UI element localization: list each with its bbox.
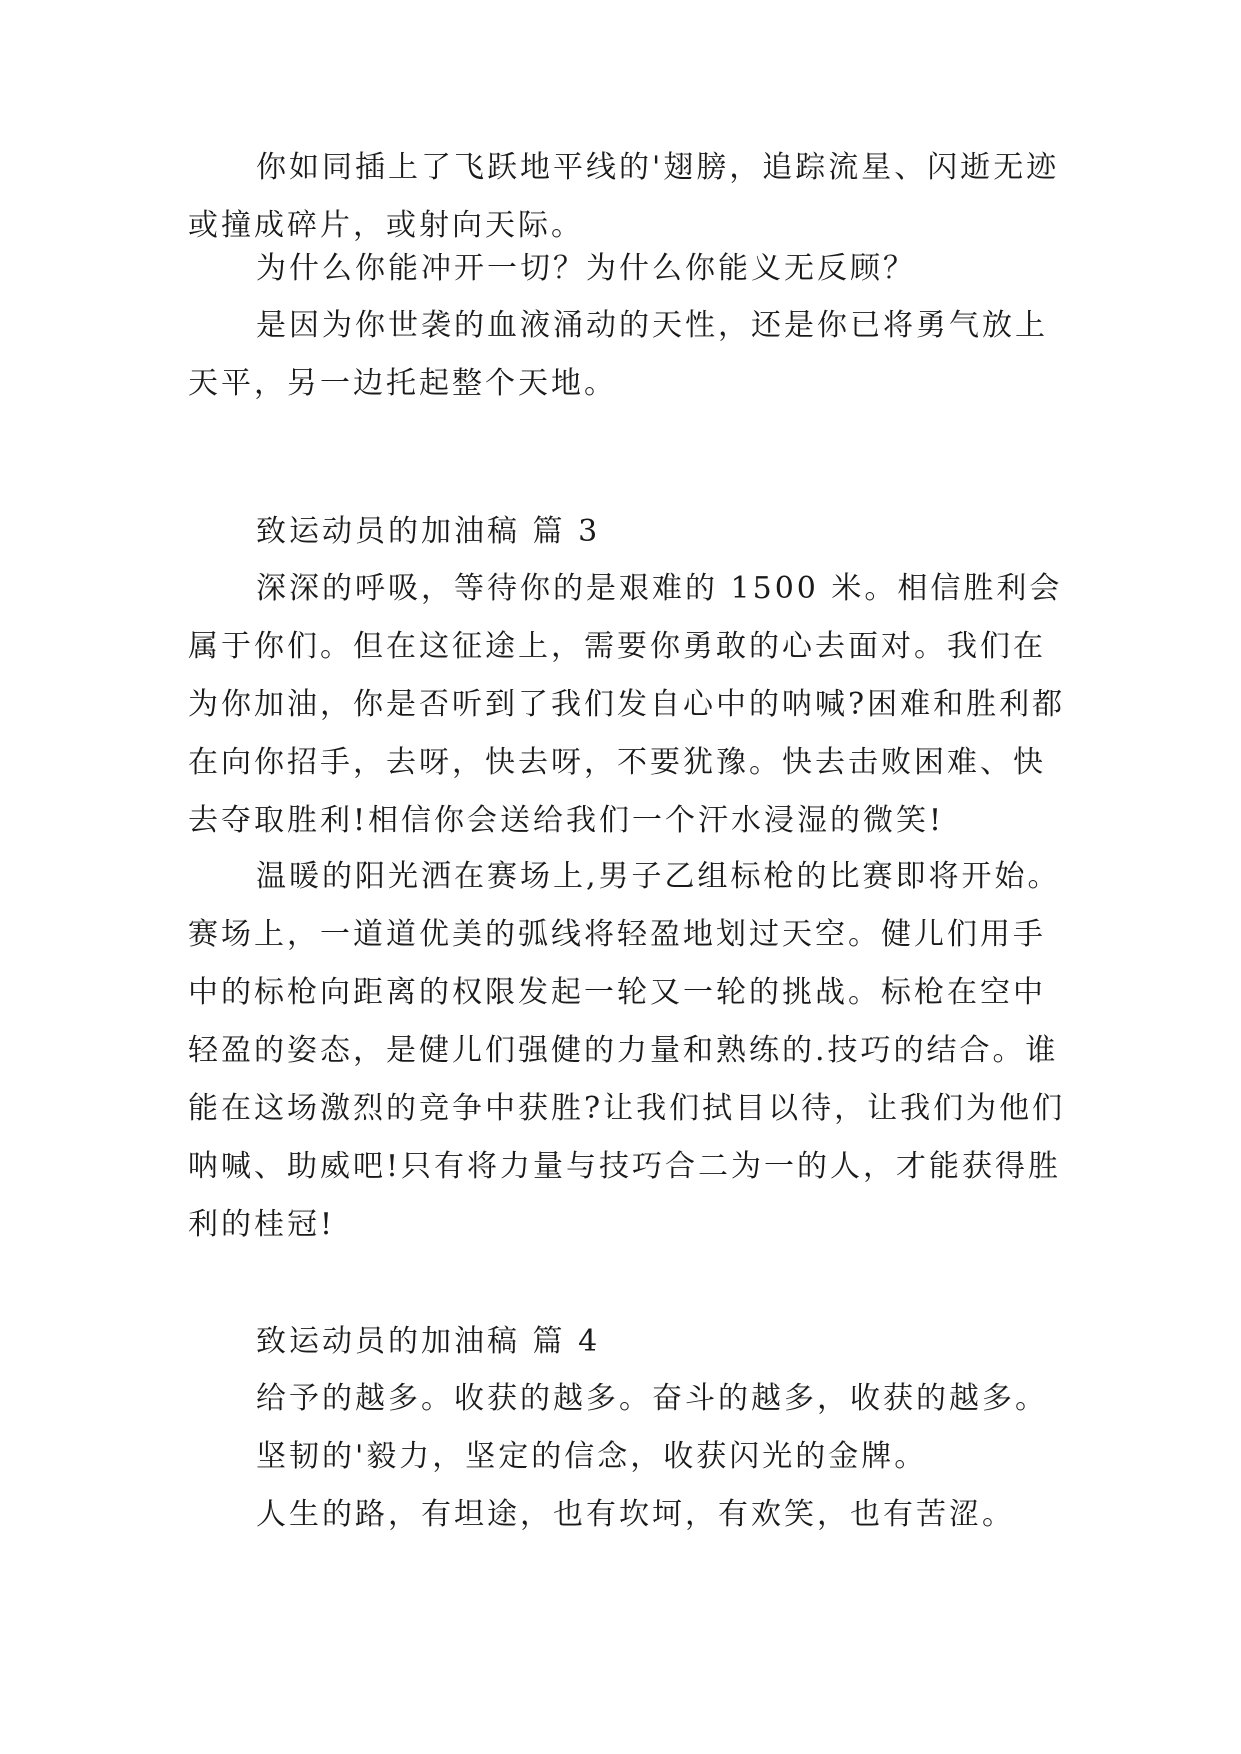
paragraph-life-road: 人生的路，有坦途，也有坎坷，有欢笑，也有苦涩。: [256, 1497, 1015, 1532]
paragraph-javelin: 温暖的阳光洒在赛场上,男子乙组标枪的比赛即将开始。赛场上，一道道优美的弧线将轻盈地划过天空。健儿们用手中的标枪向距离的权限发起一轮又一轮的挑战。标枪在空中轻盈的姿态，是健儿们强健的力量和熟练的.技巧的结合。谁能在这场激烈的竞争中获胜?让我们拭目以待，让我们为他们呐喊、助威吧!只有将力量与技巧合二为一的人，才能获得胜利的桂冠!: [188, 859, 1066, 1242]
paragraph-why: 为什么你能冲开一切？为什么你能义无反顾？: [256, 251, 916, 286]
paragraph-perseverance: 坚韧的'毅力，坚定的信念，收获闪光的金牌。: [256, 1439, 928, 1474]
section-heading-4: 致运动员的加油稿 篇 4: [256, 1324, 601, 1359]
section-heading-3: 致运动员的加油稿 篇 3: [256, 514, 601, 549]
paragraph-wings: 你如同插上了飞跃地平线的'翅膀，追踪流星、闪逝无迹或撞成碎片，或射向天际。: [188, 150, 1060, 243]
paragraph-courage: 是因为你世袭的血液涌动的天性，还是你已将勇气放上天平，另一边托起整个天地。: [188, 308, 1048, 401]
paragraph-give: 给予的越多。收获的越多。奋斗的越多，收获的越多。: [256, 1381, 1048, 1416]
paragraph-1500m: 深深的呼吸，等待你的是艰难的 1500 米。相信胜利会属于你们。但在这征途上，需要你勇敢的心去面对。我们在为你加油，你是否听到了我们发自心中的呐喊?困难和胜利都在向你招手，去呀，快去呀，不要犹豫。快去击败困难、快去夺取胜利!相信你会送给我们一个汗水浸湿的微笑!: [188, 571, 1066, 838]
